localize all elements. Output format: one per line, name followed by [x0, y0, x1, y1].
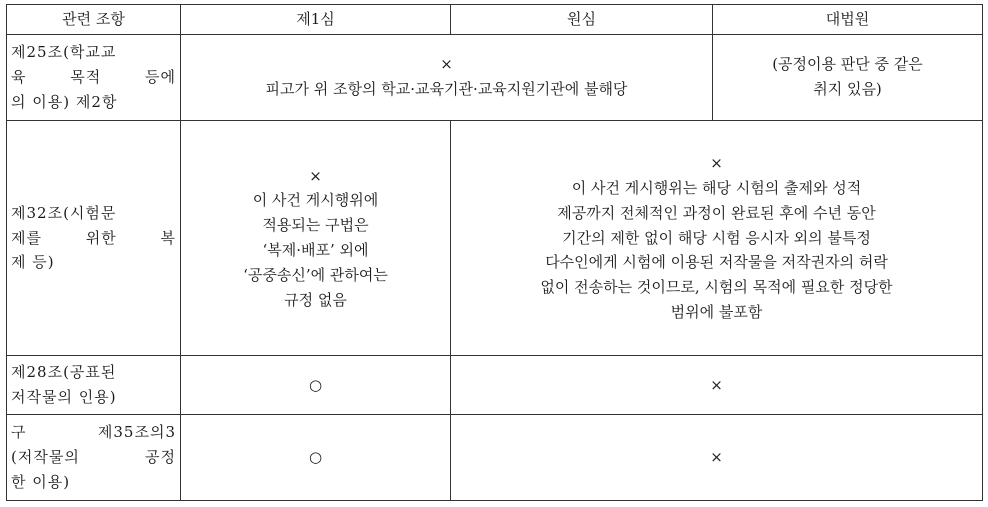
row-article-28 — [7, 356, 983, 415]
not-applicable-mark: × — [710, 375, 723, 394]
row-article-35-3 — [7, 415, 983, 501]
applicable-mark: ○ — [308, 375, 323, 394]
article-28-cell: 제28조(공표된 저작물의 인용) — [7, 356, 181, 415]
header-supreme: 대법원 — [713, 5, 983, 35]
article-35-3-appeal-supreme-cell — [451, 415, 983, 501]
not-applicable-mark: × — [710, 448, 723, 467]
row-article-32 — [7, 120, 983, 356]
applicable-mark: ○ — [308, 448, 323, 467]
law-comparison-table — [6, 4, 983, 501]
article-28-first-instance-cell — [181, 356, 451, 415]
article-32-appeal-supreme-cell: × 이 사건 게시행위는 해당 시험의 출제와 성적 제공까지 전체적인 과정이 완료된 후에 수년 동안 기간의 제한 없이 해당 시험 응시자 외의 불특정 다수인에게 시험에 이용된 저작물을 저작권자의 허락 없이 전송하는 것이므로, 시험의 목적에 필요한 정당한 범위에 불포함 — [451, 120, 983, 356]
article-32-cell: 제32조(시험문 제를 위한 복 제 등) — [7, 120, 181, 356]
not-applicable-mark: × — [309, 166, 322, 185]
header-first-instance: 제1심 — [181, 5, 451, 35]
header-article: 관련 조항 — [7, 5, 181, 35]
article-25-reason: 피고가 위 조항의 학교·교육기관·교육지원기관에 불해당 — [265, 80, 628, 99]
header-row — [7, 5, 983, 35]
article-28-appeal-supreme-cell — [451, 356, 983, 415]
not-applicable-mark: × — [440, 55, 453, 74]
not-applicable-mark: × — [710, 154, 723, 173]
article-32-first-instance-cell: × 이 사건 게시행위에 적용되는 구법은 ‘복제·배포’ 외에 ‘공중송신’에 관하여는 규정 없음 — [181, 120, 451, 356]
row-article-25 — [7, 34, 983, 120]
article-35-3-first-instance-cell — [181, 415, 451, 501]
article-25-cell: 제25조(학교교 육 목적 등에 의 이용) 제2항 — [7, 34, 181, 120]
article-25-supreme-cell: (공정이용 판단 중 같은 취지 있음) — [713, 34, 983, 120]
header-appeal: 원심 — [451, 5, 713, 35]
article-25-lower-courts-cell — [181, 34, 713, 120]
article-35-3-cell: 구 제35조의3 (저작물의 공정 한 이용) — [7, 415, 181, 501]
